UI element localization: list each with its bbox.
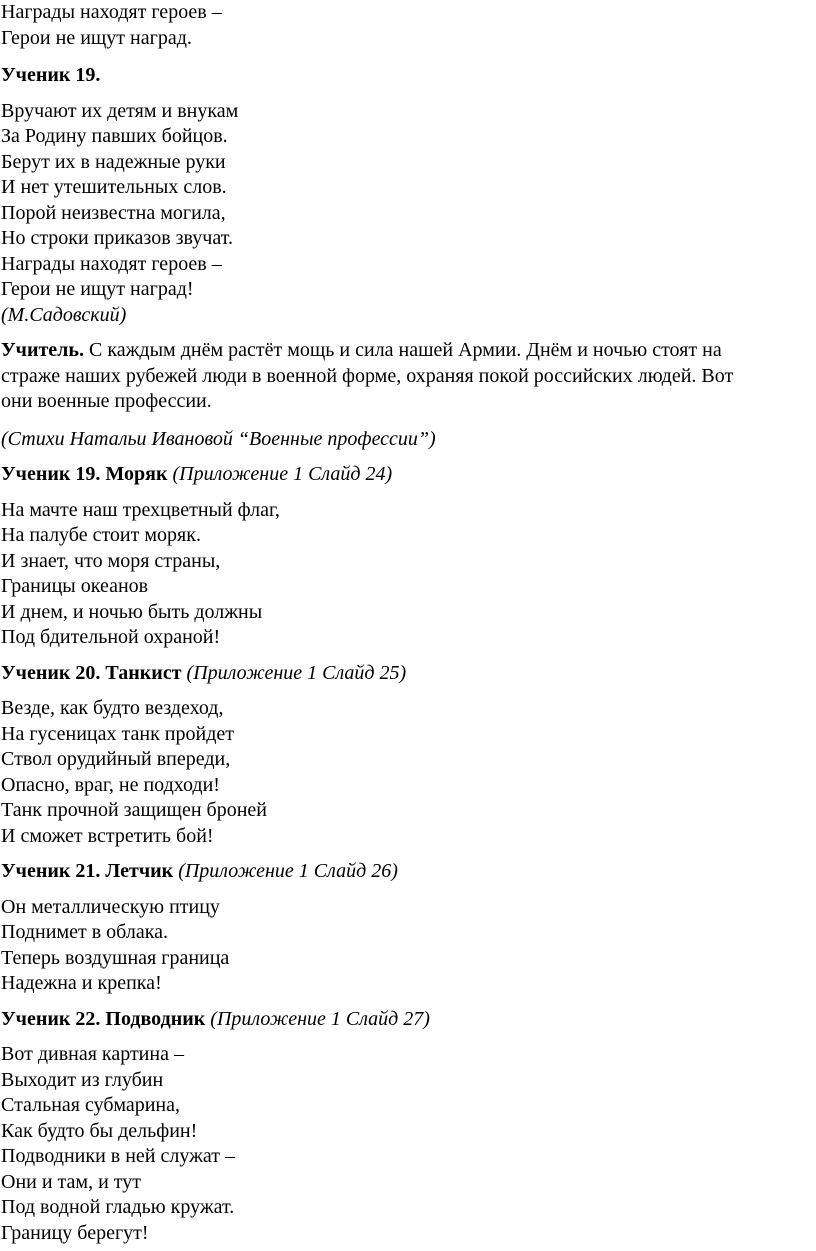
poem-line: И знает, что моря страны,	[1, 549, 221, 572]
teacher-paragraph	[1, 338, 815, 415]
poem-line: Под бдительной охраной!	[1, 626, 221, 648]
poem-line: Герои не ищут наград.	[1, 26, 192, 49]
poem-line: И сможет встретить бой!	[1, 824, 214, 847]
speaker-heading	[1, 661, 815, 687]
poem-line: Границы океанов	[1, 575, 149, 597]
poem-line: Вот дивная картина –	[1, 1043, 184, 1065]
poem-line: Выходит из глубин	[1, 1068, 164, 1091]
slide-reference: (Приложение 1 Слайд 26)	[173, 860, 398, 882]
poem-stanza	[1, 696, 815, 849]
poem-line: И нет утешительных слов.	[1, 176, 227, 198]
poem-line: Герои не ищут наград!	[1, 278, 194, 300]
slide-reference: (Приложение 1 Слайд 24)	[167, 463, 393, 485]
teacher-label: Учитель.	[1, 339, 84, 361]
poem-stanza	[1, 498, 815, 651]
paragraph-line	[1, 338, 815, 364]
poem-line: Они и там, и тут	[1, 1170, 141, 1193]
poem-stanza	[1, 895, 815, 997]
paragraph-line: они военные профессии.	[1, 390, 212, 412]
poem-line: Берут их в надежные руки	[1, 150, 226, 173]
poem-line: Вручают их детям и внукам	[1, 99, 239, 122]
intro-stanza	[1, 0, 815, 51]
poem-author	[1, 303, 815, 329]
poem-line: Как будто бы дельфин!	[1, 1119, 198, 1142]
poem-line: На гусеницах танк пройдет	[1, 722, 234, 745]
poem-stanza	[1, 99, 815, 329]
poem-line: Стальная субмарина,	[1, 1094, 181, 1116]
poem-line: Поднимет в облака.	[1, 921, 168, 943]
poem-line: На мачте наш трехцветный флаг,	[1, 498, 280, 521]
poem-line: Танк прочной защищен броней	[1, 799, 267, 821]
slide-reference: (Приложение 1 Слайд 27)	[205, 1007, 430, 1030]
poem-line: Опасно, враг, не подходи!	[1, 773, 220, 796]
document-page	[1, 0, 815, 1246]
poem-line: Награды находят героев –	[1, 252, 222, 275]
author-name: (М.Садовский)	[1, 303, 127, 326]
speaker-heading	[1, 462, 815, 488]
poem-line: Везде, как будто вездеход,	[1, 697, 224, 719]
poem-line: Надежна и крепка!	[1, 972, 162, 994]
poem-line: Теперь воздушная граница	[1, 946, 230, 969]
poem-line: Границу берегут!	[1, 1221, 149, 1244]
poem-line: Подводники в ней служат –	[1, 1145, 236, 1167]
speaker-heading	[1, 63, 815, 89]
speaker-label: Ученик 21. Летчик	[1, 860, 174, 882]
poem-line: Но строки приказов звучат.	[1, 227, 233, 249]
paragraph-text: С каждым днём растёт мощь и сила нашей Армии. Днём и ночью стоят на	[83, 339, 722, 361]
slide-reference: (Приложение 1 Слайд 25)	[181, 661, 407, 684]
source-note-text: (Стихи Натальи Ивановой “Военные профессии”)	[1, 427, 436, 450]
poem-line: Под водной гладью кружат.	[1, 1196, 235, 1218]
poem-line: И днем, и ночью быть должны	[1, 600, 263, 623]
poem-line: Ствол орудийный впереди,	[1, 748, 231, 770]
poem-line: За Родину павших бойцов.	[1, 125, 228, 147]
poem-line: Награды находят героев –	[1, 1, 222, 23]
paragraph-line: страже наших рубежей люди в военной форме, охраняя покой российских людей. Вот	[1, 364, 734, 387]
speaker-label: Ученик 22. Подводник	[1, 1007, 206, 1030]
speaker-label: Ученик 20. Танкист	[1, 661, 182, 684]
poem-line: Он металлическую птицу	[1, 895, 220, 918]
speaker-heading	[1, 1007, 815, 1033]
poem-line: На палубе стоит моряк.	[1, 524, 201, 546]
speaker-label: Ученик 19. Моряк	[1, 463, 168, 485]
speaker-heading	[1, 859, 815, 885]
poem-stanza	[1, 1042, 815, 1246]
speaker-label: Ученик 19.	[1, 64, 101, 86]
source-note	[1, 427, 815, 453]
poem-line: Порой неизвестна могила,	[1, 201, 226, 224]
